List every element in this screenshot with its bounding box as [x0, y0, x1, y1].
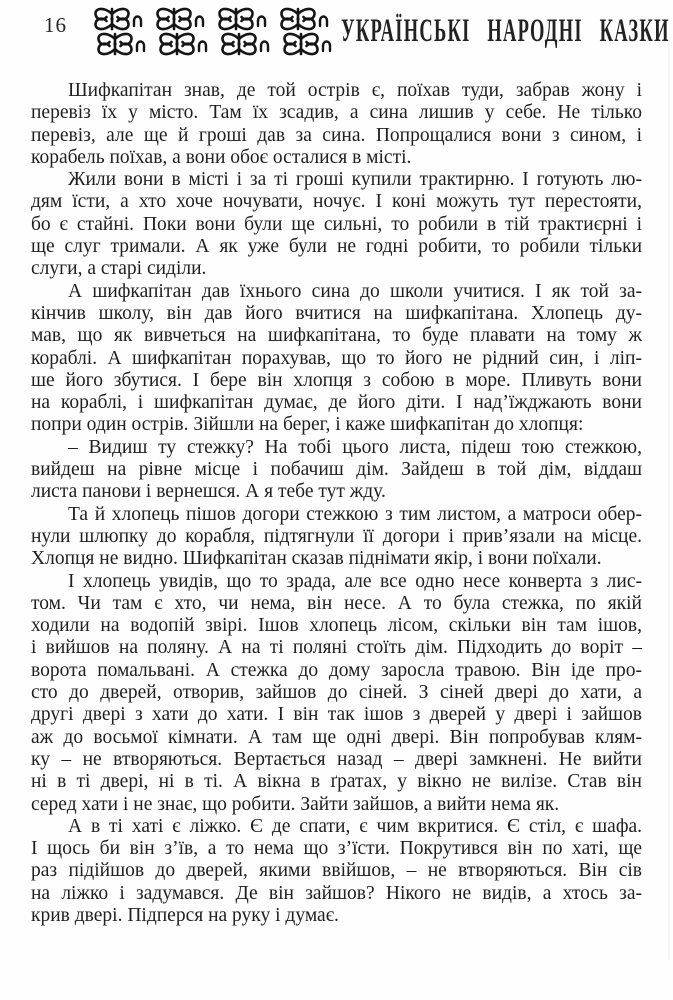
text-line: ворота помальвані. А стежка до дому заросла травою. Він іде про-: [31, 659, 642, 681]
text-line: слуги, а старі сиділи.: [31, 258, 207, 280]
running-title: УКРАЇНСЬКІ НАРОДНІ КАЗКИ: [341, 11, 670, 49]
floral-chain-ornament-icon: [84, 6, 334, 58]
text-line: дям їсти, а хто хоче ночувати, ночує. І коні можуть тут перестояти,: [31, 191, 642, 213]
paragraph: [31, 437, 642, 504]
text-line: Шифкапітан знав, де той острів є, поїхав туди, забрав жону і: [68, 80, 642, 101]
text-line: ще слуг тримали. А як уже були не годні робити, то робили тільки: [31, 236, 642, 258]
text-line: – Видиш ту стежку? На тобі цього листа, підеш тою стежкою,: [68, 436, 642, 458]
text-line: І хлопець увидів, що то зрада, але все одно несе конверта з лис-: [68, 570, 642, 592]
paragraph: [31, 816, 642, 927]
text-line: попри один острів. Зійшли на берег, і каже шифкапітан до хлопця:: [31, 414, 584, 436]
paragraph: [31, 571, 642, 816]
text-line: раз підійшов до дверей, якими ввійшов, – не втворяються. Він сів: [31, 860, 642, 882]
text-line: мав, що як вивчеться на шифкапітана, то буде плавати на тому ж: [31, 325, 642, 347]
text-line: другі двері з хати до хати. І він так ішов з дверей у двері і зайшов: [31, 704, 642, 726]
text-line: І щось би він з’їв, а то нема що з’їсти. Покрутився він по хаті, ще: [31, 838, 642, 860]
paragraph: [31, 169, 642, 280]
paragraph: [31, 80, 642, 169]
text-line: Хлопця не видно. Шифкапітан сказав піднімати якір, і вони поїхали.: [31, 548, 602, 570]
text-line: кінчив школу, він дав його вчитися на шифкапітана. Хлопець ду-: [31, 302, 642, 324]
text-line: вийдеш на рівне місце і побачиш дім. Зайдеш в той дім, віддаш: [31, 459, 642, 481]
page-text: [31, 80, 642, 927]
text-line: ні в ті двері, ні в ті. А вікна в ґратах, у вікно не вилізе. Став він: [31, 771, 642, 793]
text-line: перевіз, але ще й гроші дав за сина. Попрощалися вони з сином, і: [31, 124, 642, 146]
text-line: том. Чи там є хто, чи нема, він несе. А то була стежка, по якій: [31, 592, 642, 614]
text-line: сто до дверей, отворив, зайшов до сіней. З сіней двері до хати, а: [31, 682, 642, 704]
text-line: на ліжко і задумався. Де він зайшов? Нікого не видів, а хтось за-: [31, 882, 642, 904]
paragraph: [31, 504, 642, 571]
text-line: на кораблі, і шифкапітан думає, де його діти. І над’їжджають вони: [31, 392, 642, 414]
text-line: кораблі. А шифкапітан порахував, що то його не рідний син, і ліп-: [31, 347, 642, 369]
scan-edge-artifact: [668, 40, 670, 960]
text-line: нули шлюпку до корабля, підтягнули її догори і прив’язали на місце.: [31, 525, 642, 547]
text-line: серед хати і не знає, що робити. Зайти зайшов, а вийти нема як.: [31, 793, 560, 815]
paragraph: [31, 281, 642, 437]
text-line: і вийшов на поляну. А на ті поляні стоїть дім. Підходить до воріт –: [31, 637, 642, 659]
text-line: крив двері. Підперся на руку і думає.: [31, 904, 339, 926]
text-line: бо є стайні. Поки вони були ще сильні, то робили в тій трактиєрні і: [31, 213, 642, 235]
text-line: аж до восьмої кімнати. А там ще одні двері. Він попробував клям-: [31, 726, 642, 748]
text-line: Жили вони в місті і за ті гроші купили трактирню. І готують лю-: [68, 169, 642, 191]
text-line: ку – не втворяються. Вертається назад – двері замкнені. Не вийти: [31, 748, 642, 770]
text-line: Та й хлопець пішов догори стежкою з тим листом, а матроси обер-: [68, 503, 642, 525]
page-header: [0, 0, 673, 62]
text-line: ходили на водопій звірі. Ішов хлопець лісом, скільки він там ішов,: [31, 615, 642, 637]
text-line: перевіз їх у місто. Там їх зсадив, а сина лишив у себе. Не тілько: [31, 102, 642, 124]
text-line: А шифкапітан дав їхнього сина до школи учитися. І як той за-: [68, 280, 642, 302]
text-line: А в ті хаті є ліжко. Є де спати, є чим вкритися. Є стіл, є шафа.: [68, 815, 642, 837]
text-line: корабель поїхав, а вони обоє осталися в місті.: [31, 146, 412, 168]
text-line: ше його збутися. І бере він хлопця з собою в море. Пливуть вони: [31, 369, 642, 391]
page-number: 16: [44, 13, 67, 37]
text-line: листа панови і вернешся. А я тебе тут жду.: [31, 481, 386, 503]
